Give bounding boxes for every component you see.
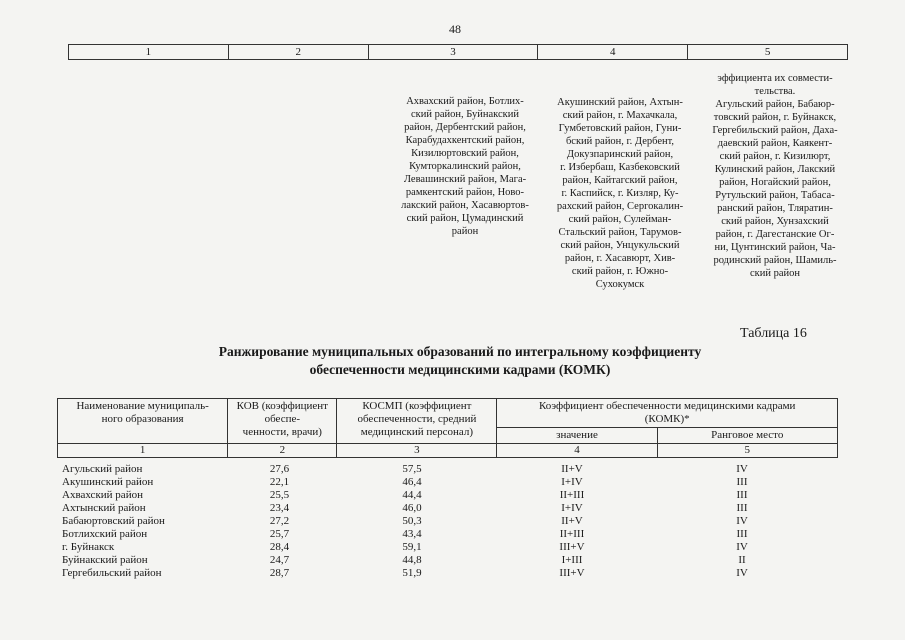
komk-value: II+III [559, 528, 585, 540]
kosmp-value: 46,0 [402, 502, 422, 514]
col-header-kov: КОВ (коэффициент обеспе- ченности, врачи) [228, 399, 337, 444]
district-name: Ахтынский район [62, 502, 146, 514]
komk-value: II+V [561, 515, 583, 527]
table-row [62, 515, 838, 528]
kov-value: 27,6 [269, 463, 290, 475]
rank-value: II [738, 554, 746, 566]
table-row [62, 463, 838, 476]
table-label: Таблица 16 [740, 326, 807, 341]
kosmp-value: 50,3 [402, 515, 422, 527]
rank-value: IV [736, 541, 748, 553]
table-row [62, 541, 838, 554]
kov-value: 27,2 [269, 515, 290, 527]
table-row [62, 489, 838, 502]
komk-value: I+III [561, 554, 583, 566]
kov-value: 24,7 [269, 554, 290, 566]
rank-value: III [736, 528, 748, 540]
col-header-komk: Коэффициент обеспеченности медицинскими кадрами (КОМК)* [497, 399, 838, 428]
komk-value: III+V [559, 567, 585, 579]
index-cell-2: 2 [228, 444, 337, 458]
kov-value: 22,1 [269, 476, 290, 488]
kov-value: 23,4 [269, 502, 290, 514]
rank-value: III [736, 476, 748, 488]
kosmp-value: 44,8 [402, 554, 422, 566]
continued-table-header [68, 44, 848, 60]
col-header-value: значение [497, 428, 657, 444]
komk-value: I+IV [561, 476, 583, 488]
index-cell-3: 3 [337, 444, 497, 458]
kov-value: 28,7 [269, 567, 290, 579]
table-row [62, 554, 838, 567]
header-cell-2: 2 [228, 45, 368, 60]
district-name: Гергебильский район [62, 567, 162, 579]
header-cell-1: 1 [69, 45, 229, 60]
district-name: Акушинский район [62, 476, 154, 488]
kosmp-value: 59,1 [402, 541, 422, 553]
district-name: Бабаюртовский район [62, 515, 165, 527]
header-cell-3: 3 [368, 45, 538, 60]
komk-value: III+V [559, 541, 585, 553]
komk-value: II+V [561, 463, 583, 475]
rank-value: IV [736, 567, 748, 579]
ranking-table-header [57, 398, 838, 458]
table-row [62, 476, 838, 489]
kosmp-value: 51,9 [402, 567, 422, 579]
column3-districts: Ахвахский район, Ботлих- ский район, Буйнакский район, Дербентский район, Карабудахкентский район, Кизилюртовский район, Кумторкалинский район, Левашинский район, Мага- рамкентский район, Ново- лакский район, Хасавюртов- ский район, Цумадинский район [401, 96, 529, 237]
table-title: Ранжирование муниципальных образований по интегральному коэффициенту обеспеченности медицинскими кадрами (КОМК) [218, 344, 702, 377]
page-number: 48 [449, 22, 461, 36]
column4-districts: Акушинский район, Ахтын- ский район, г. Махачкала, Гумбетовский район, Гуни- бский район, г. Дербент, Докузпаринский район, г. Избербаш, Казбековский район, Кайтагский район, г. Каспийск, г. Кизляр, Ку- рахский район, Сергокалин- ский район, Сулейман- Стальский район, Тарумов- ский район, Унцукульский район, г. Хасавюрт, Хив- ский район, г. Южно- Сухокумск [556, 97, 684, 290]
ranking-table-body [62, 463, 838, 580]
district-name: Буйнакский район [62, 554, 148, 566]
table-row [62, 528, 838, 541]
district-name: г. Буйнакск [62, 541, 115, 553]
rank-value: III [736, 489, 748, 501]
rank-value: IV [736, 463, 748, 475]
district-name: Ахвахский район [62, 489, 143, 501]
kosmp-value: 46,4 [402, 476, 422, 488]
table-row [62, 567, 838, 580]
kosmp-value: 57,5 [402, 463, 422, 475]
rank-value: III [736, 502, 748, 514]
district-name: Агульский район [62, 463, 143, 475]
index-cell-4: 4 [497, 444, 657, 458]
column5-districts: эффициента их совмести- тельства. Агульский район, Бабаюр- товский район, г. Буйнакск, Гергебильский район, Даха- даевский район, Каякент- ский район, г. Кизилюрт, Кулинский район, Лакский район, Ногайский район, Рутульский район, Табаса- ранский район, Тляратин- ский район, Хунзахский район, г. Дагестанские Ог- ни, Цунтинский район, Ча- родинский район, Шамиль- ский район [712, 73, 838, 279]
table-row [62, 502, 838, 515]
index-cell-1: 1 [58, 444, 228, 458]
rank-value: IV [736, 515, 748, 527]
komk-value: I+IV [561, 502, 583, 514]
komk-value: II+III [559, 489, 585, 501]
col-header-name: Наименование муниципаль- ного образования [58, 399, 228, 444]
index-cell-5: 5 [657, 444, 837, 458]
district-name: Ботлихский район [62, 528, 148, 540]
col-header-rank: Ранговое место [657, 428, 837, 444]
kov-value: 25,7 [269, 528, 290, 540]
header-cell-5: 5 [688, 45, 848, 60]
kosmp-value: 43,4 [402, 528, 422, 540]
kov-value: 25,5 [269, 489, 290, 501]
header-cell-4: 4 [538, 45, 688, 60]
kov-value: 28,4 [269, 541, 290, 553]
kosmp-value: 44,4 [402, 489, 422, 501]
col-header-kosmp: КОСМП (коэффициент обеспеченности, средний медицинский персонал) [337, 399, 497, 444]
